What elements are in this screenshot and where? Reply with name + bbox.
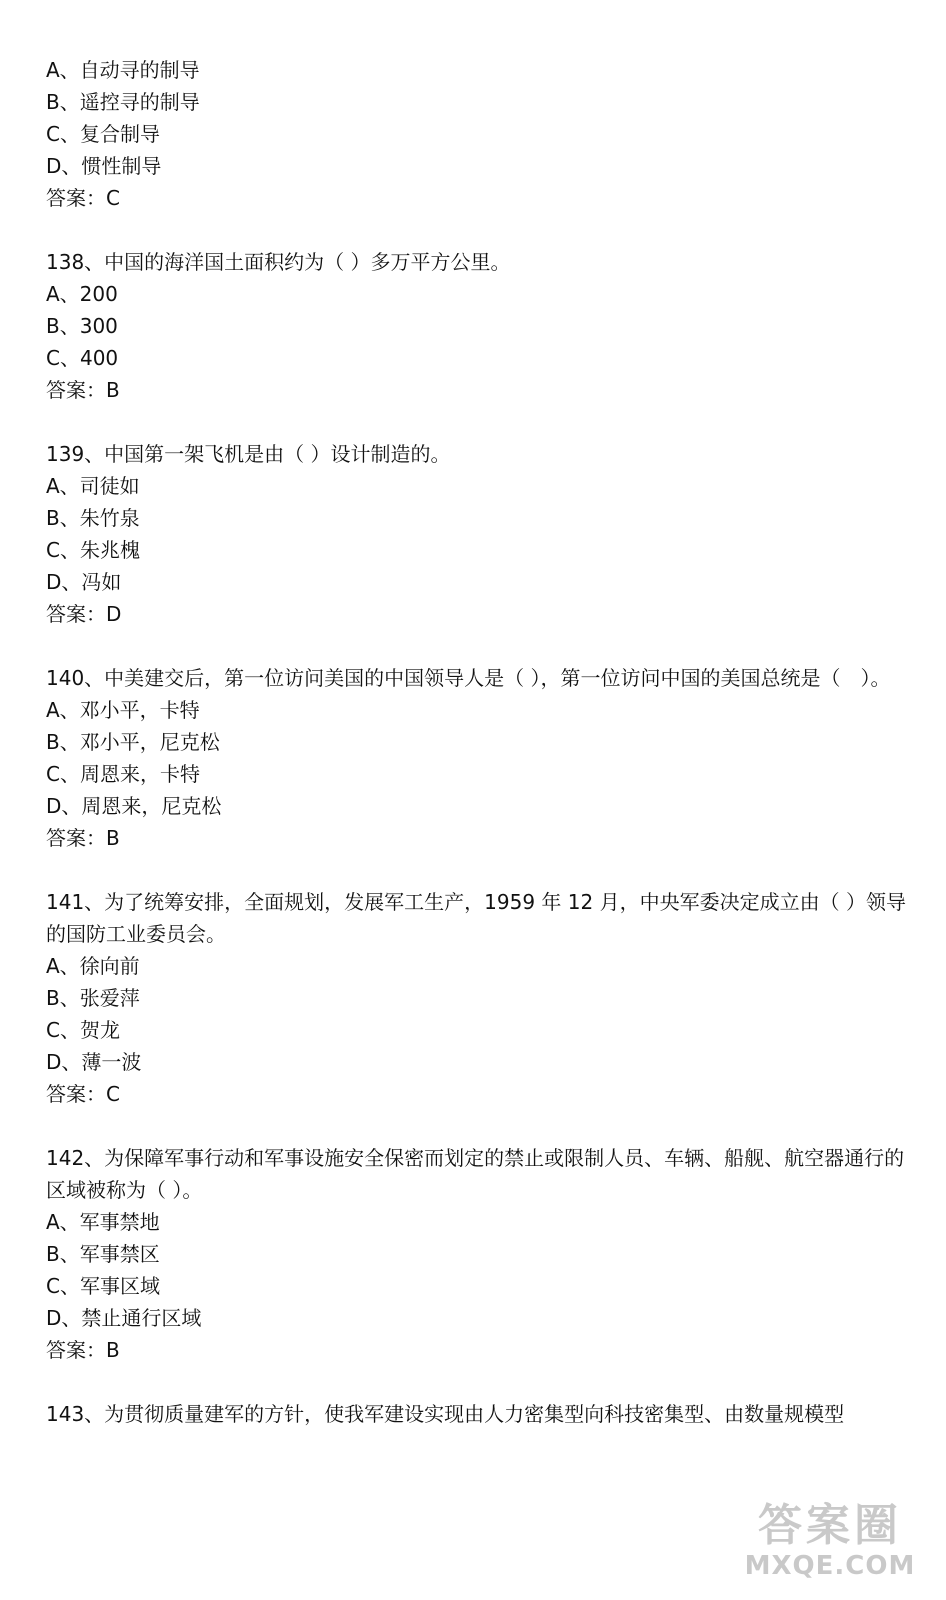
question-text: 139、中国第一架飞机是由（ ）设计制造的。: [46, 442, 451, 466]
answer-line: 答案：C: [46, 186, 120, 210]
option-b: B、遥控寻的制导: [46, 90, 200, 114]
option-c: C、复合制导: [46, 122, 160, 146]
option-d: D、周恩来，尼克松: [46, 794, 222, 818]
document-page: [46, 54, 906, 1462]
option-c: C、周恩来，卡特: [46, 762, 200, 786]
option-c: C、朱兆槐: [46, 538, 140, 562]
question-block-138: [46, 246, 906, 406]
option-d: D、冯如: [46, 570, 122, 594]
option-b: B、军事禁区: [46, 1242, 160, 1266]
question-text: 141、为了统筹安排，全面规划，发展军工生产，1959 年 12 月，中央军委决定成立由（ ）领导的国防工业委员会。: [46, 890, 906, 946]
question-block-137: [46, 54, 906, 214]
option-a: A、司徒如: [46, 474, 140, 498]
question-text: 143、为贯彻质量建军的方针，使我军建设实现由人力密集型向科技密集型、由数量规模型: [46, 1402, 845, 1426]
question-block-141: [46, 886, 906, 1110]
option-b: B、朱竹泉: [46, 506, 140, 530]
question-text: 142、为保障军事行动和军事设施安全保密而划定的禁止或限制人员、车辆、船舰、航空器通行的区域被称为（ ）。: [46, 1146, 905, 1202]
question-block-139: [46, 438, 906, 630]
option-c: C、军事区域: [46, 1274, 160, 1298]
option-c: C、400: [46, 346, 119, 370]
watermark-domain: MXQE.COM: [744, 1551, 916, 1581]
option-a: A、200: [46, 282, 118, 306]
option-a: A、军事禁地: [46, 1210, 160, 1234]
option-b: B、邓小平，尼克松: [46, 730, 220, 754]
answer-line: 答案：C: [46, 1082, 120, 1106]
answer-line: 答案：B: [46, 826, 120, 850]
answer-line: 答案：B: [46, 1338, 120, 1362]
option-b: B、300: [46, 314, 118, 338]
option-b: B、张爱萍: [46, 986, 140, 1010]
answer-line: 答案：D: [46, 602, 122, 626]
option-d: D、惯性制导: [46, 154, 162, 178]
option-a: A、徐向前: [46, 954, 140, 978]
question-text: 138、中国的海洋国土面积约为（ ）多万平方公里。: [46, 250, 511, 274]
question-block-140: [46, 662, 906, 854]
question-block-143: [46, 1398, 906, 1430]
option-d: D、禁止通行区域: [46, 1306, 202, 1330]
watermark-logo-text: 答案圈: [758, 1500, 902, 1551]
question-block-142: [46, 1142, 906, 1366]
question-text: 140、中美建交后，第一位访问美国的中国领导人是（ ），第一位访问中国的美国总统是（ ）。: [46, 666, 891, 690]
option-d: D、薄一波: [46, 1050, 142, 1074]
answer-line: 答案：B: [46, 378, 120, 402]
option-c: C、贺龙: [46, 1018, 120, 1042]
option-a: A、邓小平，卡特: [46, 698, 200, 722]
site-watermark: [740, 1502, 920, 1592]
option-a: A、自动寻的制导: [46, 58, 200, 82]
